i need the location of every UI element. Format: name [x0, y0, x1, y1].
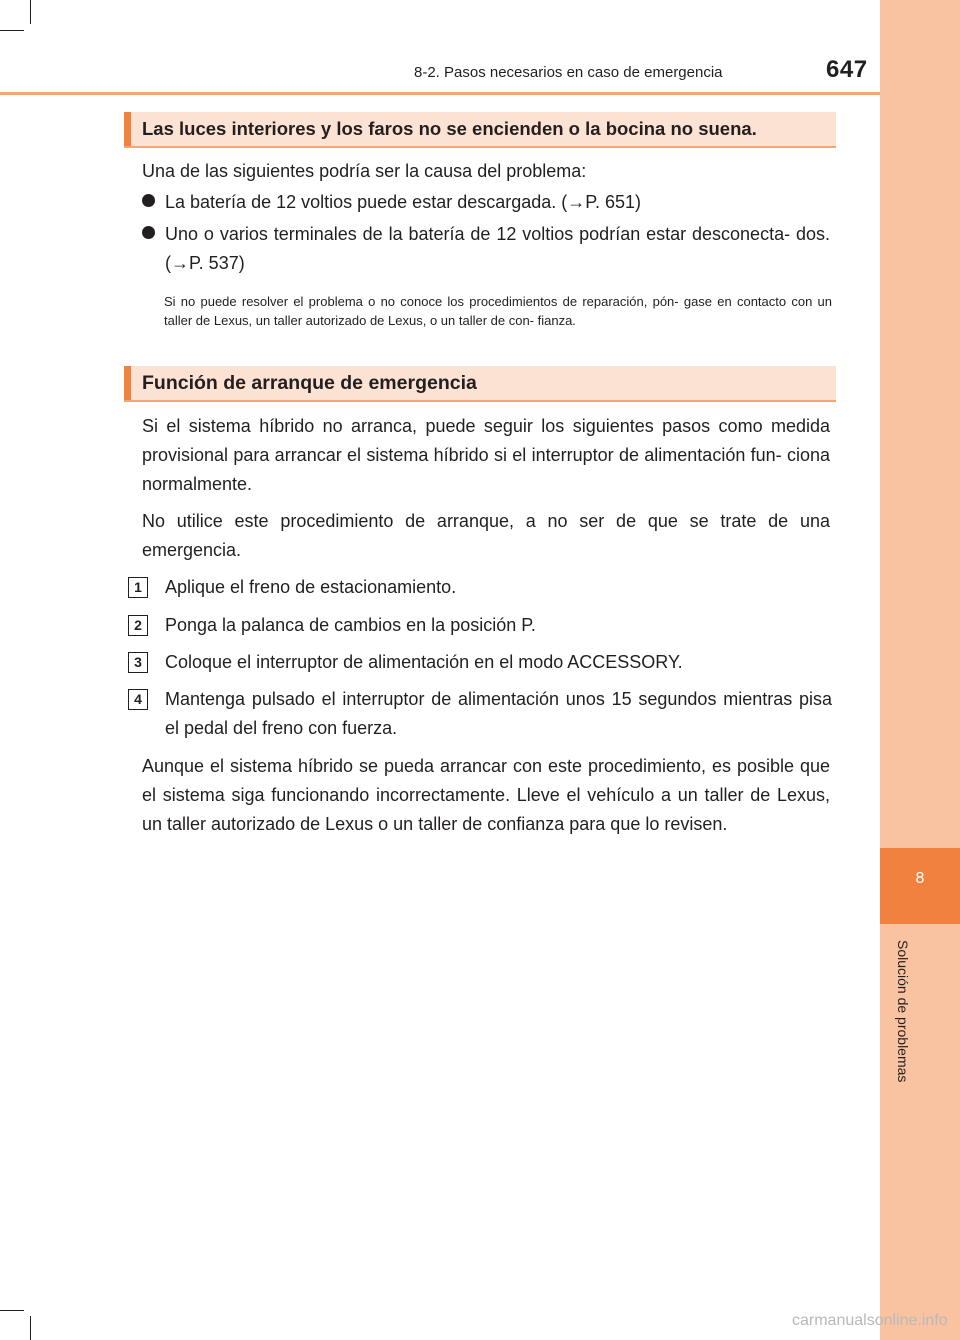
step-text: Mantenga pulsado el interruptor de alimentación unos 15 segundos mientras pisa el pedal del freno con fuerza.	[165, 689, 832, 738]
step-number-box: 4	[128, 689, 148, 710]
crop-mark	[30, 1316, 31, 1340]
bullet-dot-icon	[142, 194, 155, 207]
step-number-box: 1	[128, 577, 148, 598]
bullet-text: La batería de 12 voltios puede estar descargada. (→P. 651)	[165, 192, 641, 212]
section-heading-title: Función de arranque de emergencia	[142, 372, 477, 394]
crop-mark	[0, 1310, 24, 1311]
step-text: Aplique el freno de estacionamiento.	[165, 577, 457, 597]
section2-closing: Aunque el sistema híbrido se pueda arrancar con este procedimiento, es posible que el sistema siga funcionando incorrectamente. Lleve el vehículo a un taller de Lexus, un taller autorizado de Lexus o un taller de confianza para que lo revisen.	[142, 756, 830, 834]
section2-paragraph: Si el sistema híbrido no arranca, puede seguir los siguientes pasos como medida provisional para arrancar el sistema híbrido si el interruptor de alimentación fun- ciona normalmente.	[142, 416, 830, 494]
section-heading-emergency-start	[124, 366, 836, 402]
section-heading-bar	[124, 366, 131, 400]
section-heading-bar	[124, 112, 131, 146]
step-number-box: 3	[128, 652, 148, 673]
page-number: 647	[826, 56, 868, 83]
section1-intro: Una de las siguientes podría ser la causa del problema:	[142, 161, 587, 181]
section-heading-lights	[124, 112, 836, 148]
section2-paragraph: No utilice este procedimiento de arranque, a no ser de que se trate de una emergencia.	[142, 511, 830, 560]
section1-note: Si no puede resolver el problema o no conoce los procedimientos de reparación, pón- gase en contacto con un taller de Lexus, un taller autorizado de Lexus, o un taller de con- fianza.	[164, 294, 832, 328]
crop-mark	[30, 0, 31, 24]
chapter-side-tab	[880, 0, 960, 1340]
bullet-item	[142, 188, 830, 217]
bullet-text: Uno o varios terminales de la batería de 12 voltios podrían estar desconecta- dos. (→P. 537)	[165, 224, 830, 273]
chapter-number: 8	[915, 870, 925, 887]
crop-mark	[0, 30, 24, 31]
chapter-title: Solución de problemas	[895, 940, 911, 1083]
bullet-item	[142, 220, 830, 278]
step-text: Coloque el interruptor de alimentación en el modo ACCESSORY.	[165, 652, 683, 672]
step-text: Ponga la palanca de cambios en la posición P.	[165, 615, 536, 635]
bullet-dot-icon	[142, 226, 155, 239]
header-section-title: 8-2. Pasos necesarios en caso de emergencia	[414, 64, 723, 81]
watermark: carmanualsonline.info	[792, 1312, 948, 1329]
header-rule	[0, 92, 880, 95]
section-heading-title: Las luces interiores y los faros no se encienden o la bocina no suena.	[142, 118, 757, 139]
step-number-box: 2	[128, 615, 148, 636]
